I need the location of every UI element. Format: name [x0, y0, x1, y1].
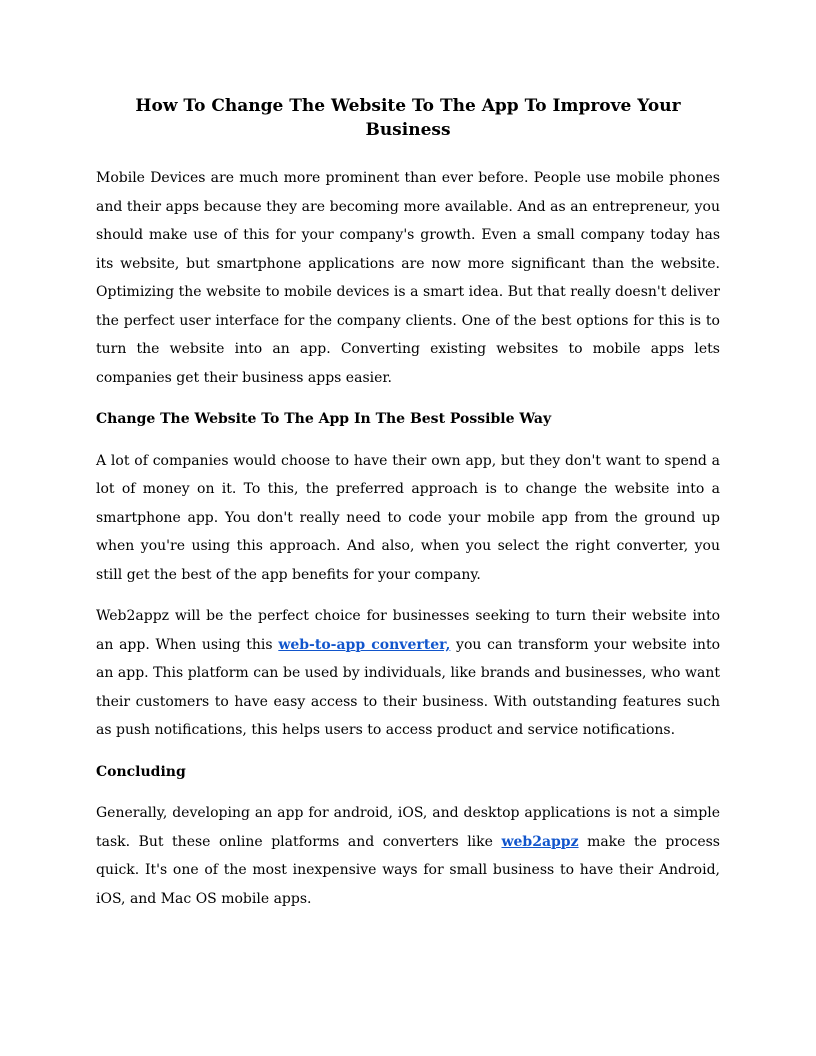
paragraph-text: make the process quick. It's one of the most inexpensive ways for small business to have their Android, iOS, and Mac OS mobile apps.	[96, 833, 720, 907]
paragraph-text: Generally, developing an app for android, iOS, and desktop applications is not a simple task. But these online platforms and converters like	[96, 805, 720, 850]
paragraph-text: Web2appz will be the perfect choice for businesses seeking to turn their website into an app. When using this	[96, 608, 720, 653]
section-heading-change-website: Change The Website To The App In The Best Possible Way	[96, 411, 552, 427]
document-page	[96, 94, 720, 926]
section-heading-concluding: Concluding	[96, 763, 186, 780]
section1-paragraph-1: A lot of companies would choose to have their own app, but they don't want to spend a lot of money on it. To this, the preferred approach is to change the website into a smartphone app. You don't really need to code your mobile app from the ground up when you're using this approach. And also, when you select the right converter, you still get the best of the app benefits for your company.	[96, 452, 720, 583]
web-to-app-converter-link[interactable]: web-to-app converter,	[278, 636, 451, 653]
paragraph-text: you can transform your website into an app. This platform can be used by individuals, like brands and businesses, who want their customers to have easy access to their business. With outstanding features such as push notifications, this helps users to access product and service notifications.	[96, 636, 721, 738]
section1-paragraph-2	[96, 602, 720, 745]
page-title: How To Change The Website To The App To Improve Your Business	[135, 96, 681, 140]
web2appz-link[interactable]: web2appz	[501, 833, 579, 850]
concluding-paragraph	[96, 799, 720, 913]
intro-paragraph: Mobile Devices are much more prominent than ever before. People use mobile phones and their apps because they are becoming more available. And as an entrepreneur, you should make use of this for your company's growth. Even a small company today has its website, but smartphone applications are now more significant than the website. Optimizing the website to mobile devices is a smart idea. But that really doesn't deliver the perfect user interface for the company clients. One of the best options for this is to turn the website into an app. Converting existing websites to mobile apps lets companies get their business apps easier.	[96, 170, 720, 386]
